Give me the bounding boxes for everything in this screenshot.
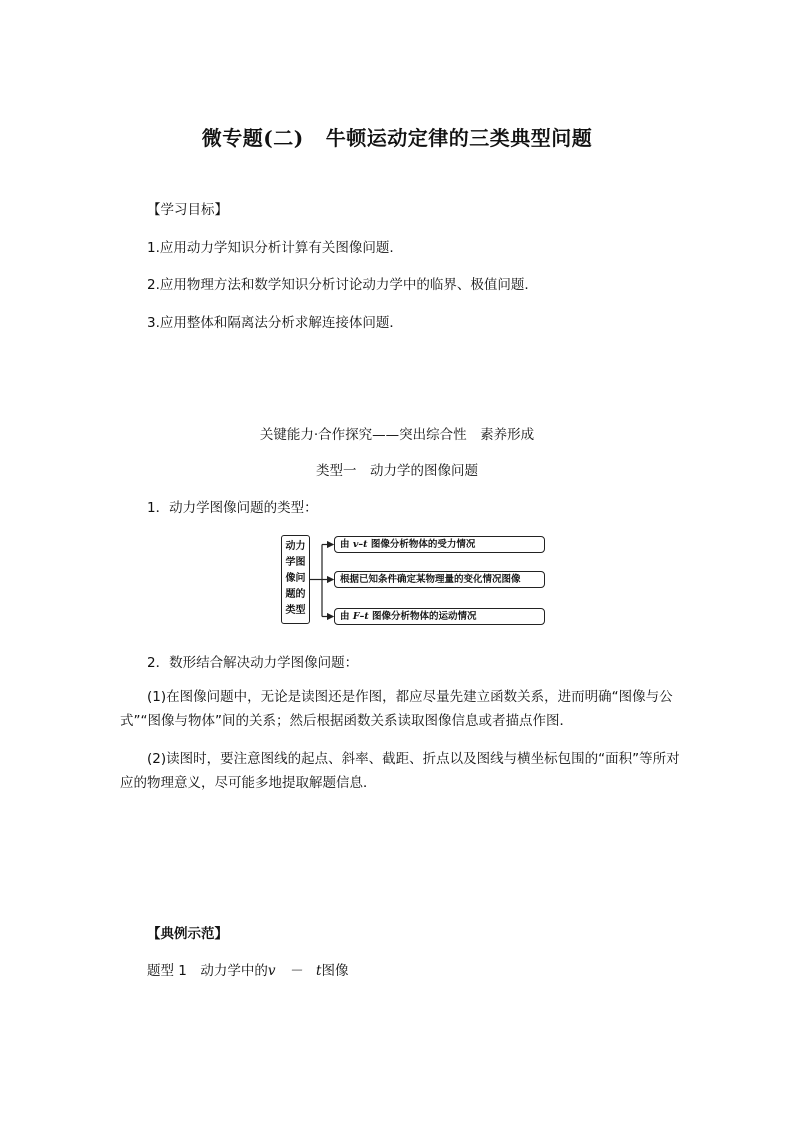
objectives-heading: 【学习目标】 [147, 202, 228, 218]
point2-label: 2．数形结合解决动力学图像问题： [147, 655, 359, 671]
diagram-root-line: 题的 [285, 589, 306, 600]
section-subtitle: 类型一 动力学的图像问题 [316, 463, 478, 479]
point2-para2: (2)读图时，要注意图线的起点、斜率、截距、折点以及图线与横坐标包围的“面积”等所对应的物理意义，尽可能多地提取解题信息． [120, 751, 680, 791]
section-title: 关键能力·合作探究——突出综合性 素养形成 [259, 427, 535, 443]
page-title [0, 122, 794, 151]
diagram-root-box [281, 535, 310, 624]
title-part1: 微专题(二) [201, 126, 304, 150]
diagram-root-line: 像问 [285, 573, 306, 584]
title-part2: 牛顿运动定律的三类典型问题 [325, 126, 593, 150]
point1-label: 1．动力学图像问题的类型： [147, 500, 318, 516]
examples-heading: 【典例示范】 [147, 926, 228, 942]
diagram-box-condition: 根据已知条件确定某物理量的变化情况图像 [334, 571, 545, 588]
diagram-root-line: 类型 [285, 605, 306, 616]
example-type1: 题型 1 动力学中的v － t图像 [147, 963, 349, 979]
point2-para1: (1)在图像问题中，无论是读图还是作图，都应尽量先建立函数关系，进而明确“图像与公式”“图像与物体”间的关系；然后根据函数关系读取图像信息或者描点作图． [120, 689, 673, 729]
diagram-box-ft: 由 F–t 图像分析物体的运动情况 [334, 608, 545, 625]
objective-item-3: 3.应用整体和隔离法分析求解连接体问题． [147, 315, 403, 331]
diagram-box-vt: 由 v–t 图像分析物体的受力情况 [334, 536, 545, 553]
objective-item-2: 2.应用物理方法和数学知识分析讨论动力学中的临界、极值问题. [147, 277, 529, 293]
objective-item-1: 1.应用动力学知识分析计算有关图像问题. [147, 240, 394, 256]
diagram-root-line: 学图 [285, 557, 306, 568]
diagram-root-line: 动力 [285, 541, 306, 552]
